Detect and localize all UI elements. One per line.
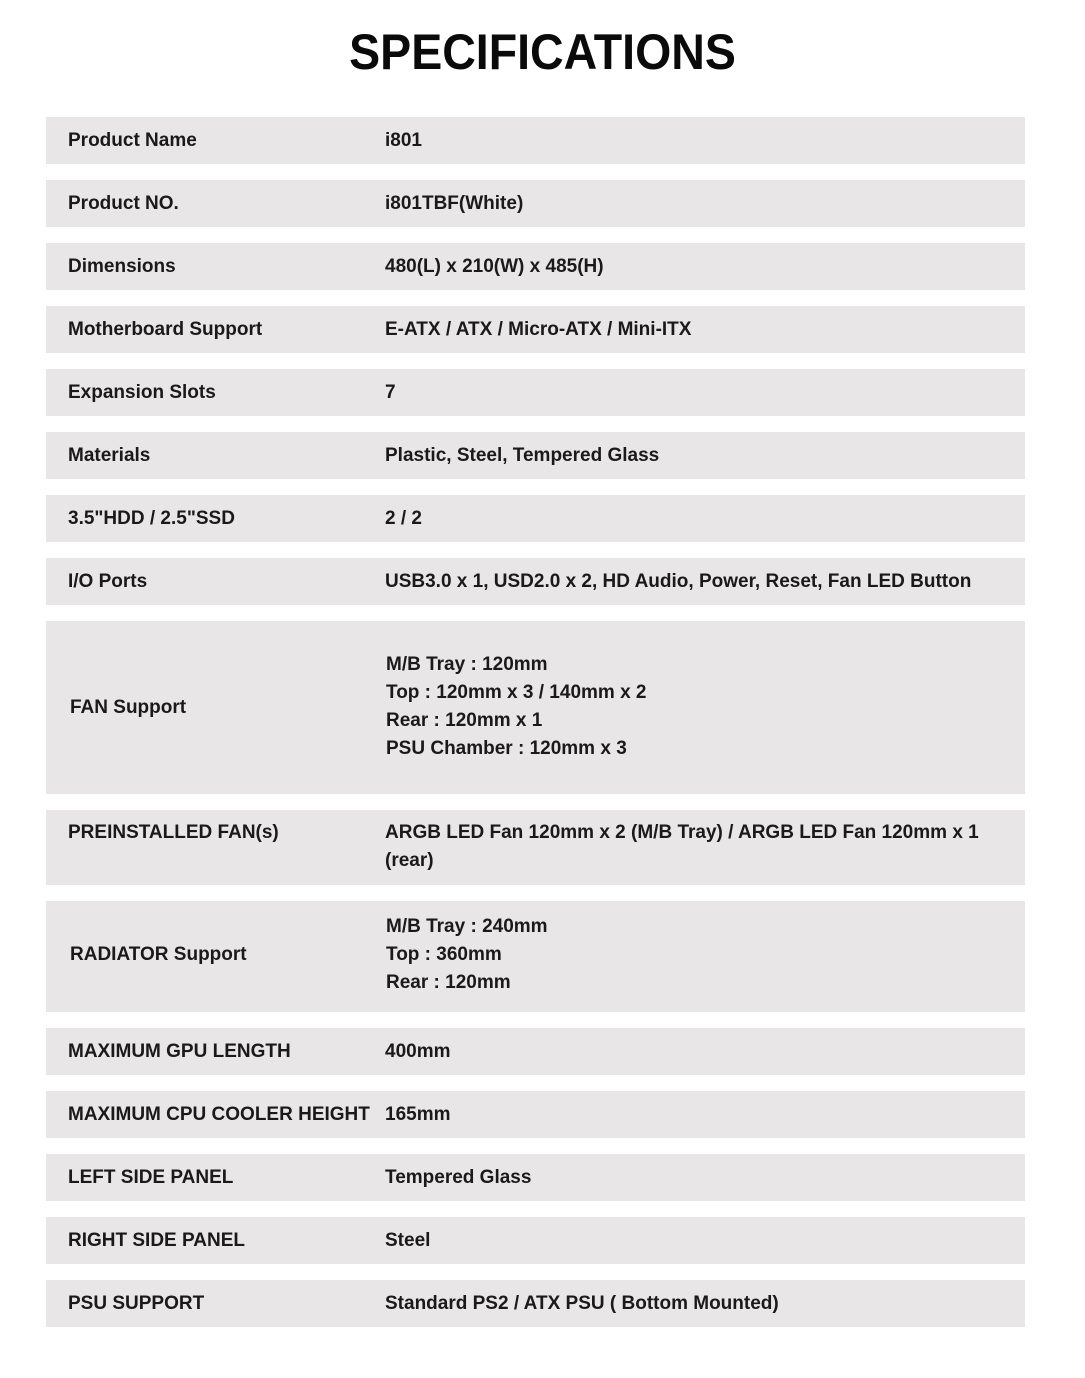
spec-value: Steel [385,1230,431,1251]
spec-row-preinstalled-fans [46,810,1025,885]
spec-label: FAN Support [70,697,187,718]
spec-value: 2 / 2 [385,508,422,529]
spec-label: RIGHT SIDE PANEL [68,1230,245,1251]
spec-row-io-ports [46,558,1025,605]
spec-value: ARGB LED Fan 120mm x 2 (M/B Tray) / ARGB LED Fan 120mm x 1 (rear) [385,822,979,871]
spec-value-line: Top : 120mm x 3 / 140mm x 2 [386,682,647,703]
spec-row-radiator-support [46,901,1025,1012]
spec-row-materials [46,432,1025,479]
spec-value: i801TBF(White) [385,193,524,214]
spec-row-expansion-slots [46,369,1025,416]
spec-row-product-name [46,117,1025,164]
page-title: SPECIFICATIONS [349,24,736,80]
spec-row-product-no [46,180,1025,227]
spec-value: Plastic, Steel, Tempered Glass [385,445,660,466]
spec-label: Product NO. [68,193,179,214]
spec-table [46,117,1025,1343]
spec-label: Expansion Slots [68,382,216,403]
spec-value: 165mm [385,1104,451,1125]
spec-label: Dimensions [68,256,176,277]
spec-label: LEFT SIDE PANEL [68,1167,234,1188]
spec-value: E-ATX / ATX / Micro-ATX / Mini-ITX [385,319,692,340]
spec-row-gpu-length [46,1028,1025,1075]
spec-row-fan-support [46,621,1025,794]
spec-value: Tempered Glass [385,1167,532,1188]
spec-label: MAXIMUM CPU COOLER HEIGHT [68,1104,370,1125]
spec-value-line: M/B Tray : 120mm [386,654,548,675]
spec-value-line: Top : 360mm [386,944,502,965]
spec-label: PREINSTALLED FAN(s) [68,822,279,843]
spec-row-right-side-panel [46,1217,1025,1264]
spec-row-dimensions [46,243,1025,290]
spec-label: MAXIMUM GPU LENGTH [68,1041,291,1062]
spec-row-drives [46,495,1025,542]
spec-label: I/O Ports [68,571,148,592]
spec-value-line: M/B Tray : 240mm [386,916,548,937]
spec-label: RADIATOR Support [70,944,247,965]
spec-value-list [386,651,647,763]
spec-value: 400mm [385,1041,451,1062]
spec-label: Motherboard Support [68,319,263,340]
spec-value-line: PSU Chamber : 120mm x 3 [386,738,627,759]
spec-row-psu-support [46,1280,1025,1327]
spec-row-left-side-panel [46,1154,1025,1201]
spec-value: i801 [385,130,422,151]
spec-label: Product Name [68,130,197,151]
spec-value: Standard PS2 / ATX PSU ( Bottom Mounted) [385,1293,779,1314]
spec-label: PSU SUPPORT [68,1293,205,1314]
spec-label: Materials [68,445,151,466]
spec-value: 7 [385,382,396,403]
spec-value-line: Rear : 120mm [386,972,511,993]
spec-value-line: Rear : 120mm x 1 [386,710,543,731]
spec-value: USB3.0 x 1, USD2.0 x 2, HD Audio, Power, Reset, Fan LED Button [385,571,972,592]
spec-value: 480(L) x 210(W) x 485(H) [385,256,604,277]
spec-row-cpu-cooler-height [46,1091,1025,1138]
spec-row-motherboard [46,306,1025,353]
spec-label: 3.5"HDD / 2.5"SSD [68,508,235,529]
spec-value-list [386,913,548,997]
